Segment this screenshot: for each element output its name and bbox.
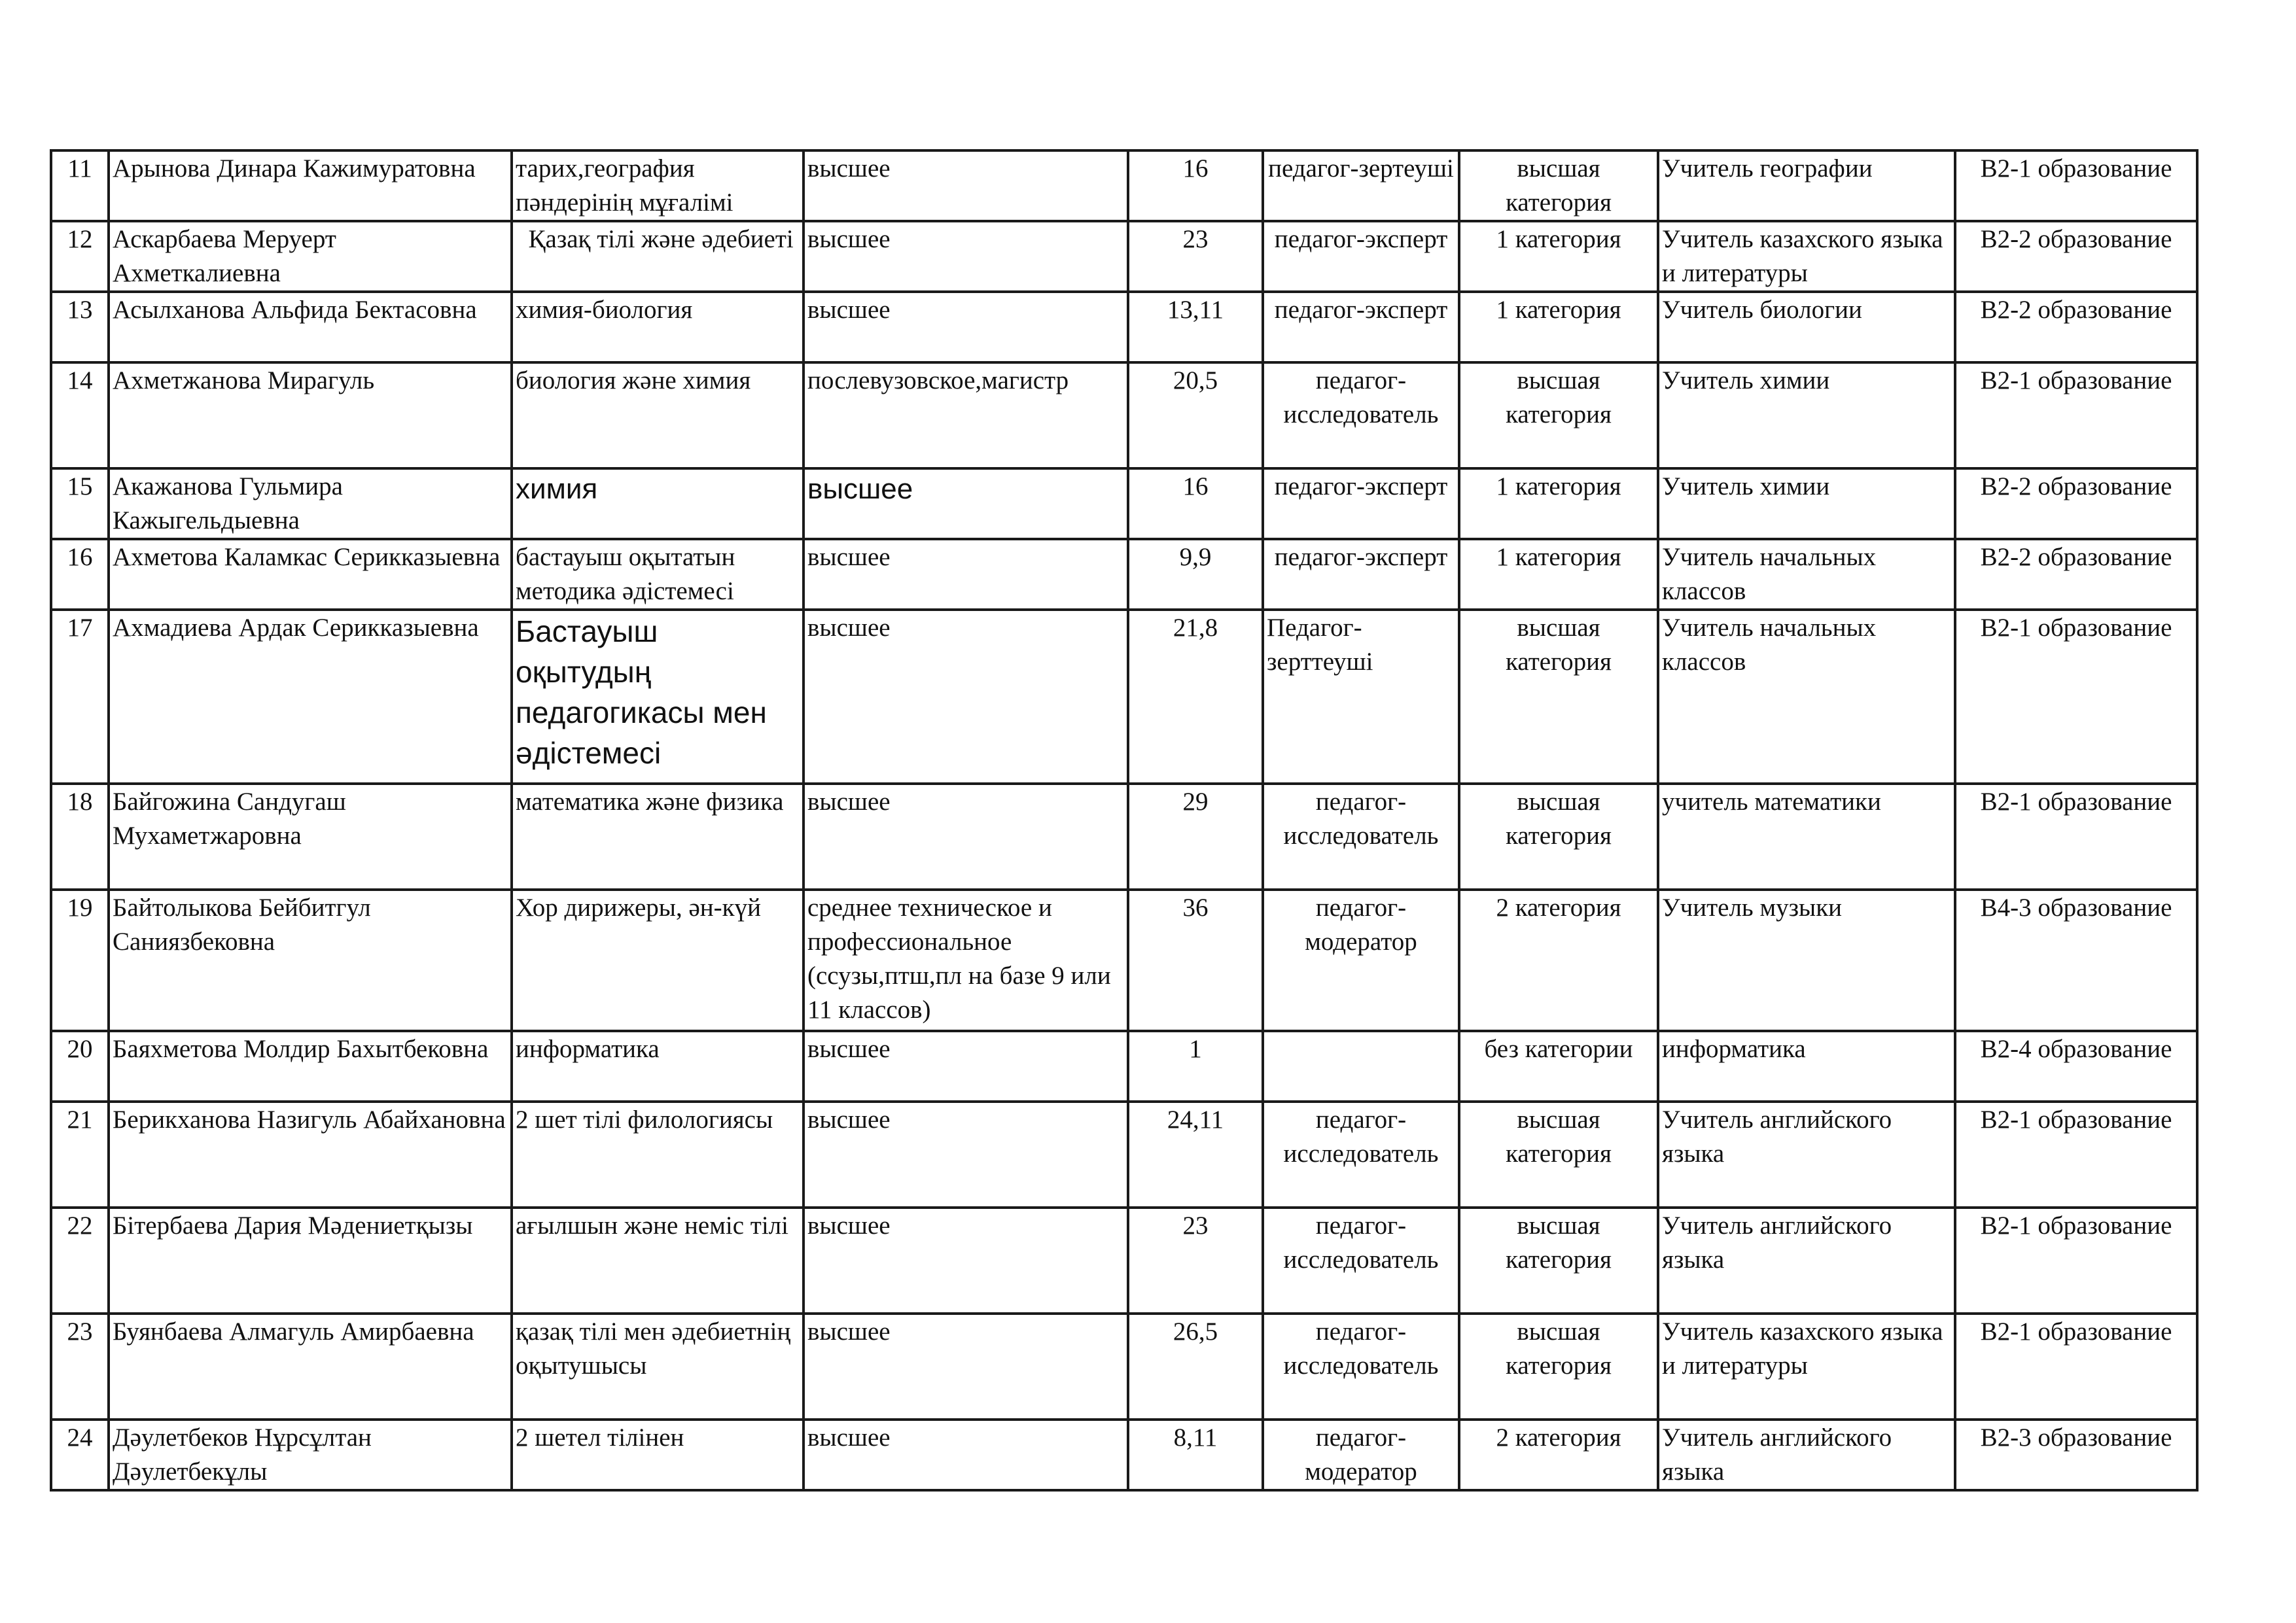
level: В2-1 образование <box>1955 784 2197 890</box>
education: высшее <box>804 221 1128 292</box>
education: высшее <box>804 1102 1128 1208</box>
experience: 16 <box>1128 150 1263 221</box>
position: Учитель английского языка <box>1658 1208 1955 1314</box>
table-row <box>51 1208 2197 1314</box>
teacher-name: Ахметова Каламкас Серикказыевна <box>109 539 512 610</box>
specialty: химия <box>512 468 804 539</box>
position: Учитель казахского языка и литературы <box>1658 1314 1955 1420</box>
category: 2 категория <box>1459 1420 1658 1490</box>
level: В2-1 образование <box>1955 1102 2197 1208</box>
table-row <box>51 539 2197 610</box>
row-number: 18 <box>51 784 109 890</box>
position: Учитель начальных классов <box>1658 539 1955 610</box>
education: высшее <box>804 610 1128 784</box>
position: информатика <box>1658 1031 1955 1102</box>
teacher-name: Акажанова Гульмира Кажыгельдыевна <box>109 468 512 539</box>
table-row <box>51 468 2197 539</box>
education: среднее техническое и профессиональное (ссузы,птш,пл на базе 9 или 11 классов) <box>804 890 1128 1031</box>
qualification: педагог-исследователь <box>1263 784 1459 890</box>
education: высшее <box>804 150 1128 221</box>
specialty: математика және физика <box>512 784 804 890</box>
category: без категории <box>1459 1031 1658 1102</box>
education: высшее <box>804 468 1128 539</box>
education: высшее <box>804 784 1128 890</box>
level: В2-1 образование <box>1955 1314 2197 1420</box>
qualification: педагог-исследователь <box>1263 1314 1459 1420</box>
specialty: Хор дирижеры, ән-күй <box>512 890 804 1031</box>
category: 1 категория <box>1459 539 1658 610</box>
experience: 24,11 <box>1128 1102 1263 1208</box>
specialty: тарих,география пәндерінің мұғалімі <box>512 150 804 221</box>
teacher-name: Аскарбаева Меруерт Ахметкалиевна <box>109 221 512 292</box>
position: Учитель химии <box>1658 362 1955 468</box>
category: 1 категория <box>1459 292 1658 362</box>
row-number: 16 <box>51 539 109 610</box>
education: высшее <box>804 292 1128 362</box>
teacher-name: Буянбаева Алмагуль Амирбаевна <box>109 1314 512 1420</box>
specialty: биология және химия <box>512 362 804 468</box>
qualification: педагог-эксперт <box>1263 292 1459 362</box>
table-row <box>51 784 2197 890</box>
staff-table <box>50 149 2199 1492</box>
row-number: 22 <box>51 1208 109 1314</box>
qualification: педагог-исследователь <box>1263 1208 1459 1314</box>
row-number: 14 <box>51 362 109 468</box>
level: В2-1 образование <box>1955 1208 2197 1314</box>
specialty: информатика <box>512 1031 804 1102</box>
row-number: 19 <box>51 890 109 1031</box>
qualification: Педагог-зерттеуші <box>1263 610 1459 784</box>
experience: 20,5 <box>1128 362 1263 468</box>
specialty: 2 шет тілі филологиясы <box>512 1102 804 1208</box>
experience: 9,9 <box>1128 539 1263 610</box>
row-number: 23 <box>51 1314 109 1420</box>
row-number: 15 <box>51 468 109 539</box>
qualification: педагог-исследователь <box>1263 1102 1459 1208</box>
category: высшая категория <box>1459 1102 1658 1208</box>
table-row <box>51 1102 2197 1208</box>
row-number: 20 <box>51 1031 109 1102</box>
level: В2-2 образование <box>1955 221 2197 292</box>
qualification: педагог-эксперт <box>1263 221 1459 292</box>
position: Учитель географии <box>1658 150 1955 221</box>
experience: 23 <box>1128 1208 1263 1314</box>
specialty: қазақ тілі мен әдебиетнің оқытушысы <box>512 1314 804 1420</box>
specialty: Қазақ тілі және әдебиеті <box>512 221 804 292</box>
teacher-name: Ахметжанова Мирагуль <box>109 362 512 468</box>
specialty: 2 шетел тілінен <box>512 1420 804 1490</box>
experience: 29 <box>1128 784 1263 890</box>
qualification: педагог-эксперт <box>1263 468 1459 539</box>
category: 1 категория <box>1459 221 1658 292</box>
education: высшее <box>804 1208 1128 1314</box>
table-row <box>51 1314 2197 1420</box>
row-number: 21 <box>51 1102 109 1208</box>
experience: 26,5 <box>1128 1314 1263 1420</box>
experience: 13,11 <box>1128 292 1263 362</box>
experience: 8,11 <box>1128 1420 1263 1490</box>
position: Учитель английского языка <box>1658 1102 1955 1208</box>
row-number: 11 <box>51 150 109 221</box>
position: Учитель биологии <box>1658 292 1955 362</box>
qualification: педагог-модератор <box>1263 1420 1459 1490</box>
category: высшая категория <box>1459 1314 1658 1420</box>
position: Учитель химии <box>1658 468 1955 539</box>
qualification: педагог-модератор <box>1263 890 1459 1031</box>
position: учитель математики <box>1658 784 1955 890</box>
qualification: педагог-эксперт <box>1263 539 1459 610</box>
category: высшая категория <box>1459 150 1658 221</box>
teacher-name: Дәулетбеков Нұрсұлтан Дәулетбекұлы <box>109 1420 512 1490</box>
teacher-name: Баяхметова Молдир Бахытбековна <box>109 1031 512 1102</box>
education: высшее <box>804 1420 1128 1490</box>
row-number: 24 <box>51 1420 109 1490</box>
experience: 36 <box>1128 890 1263 1031</box>
education: высшее <box>804 1031 1128 1102</box>
education: высшее <box>804 1314 1128 1420</box>
qualification <box>1263 1031 1459 1102</box>
table-row <box>51 362 2197 468</box>
specialty: ағылшын және неміс тілі <box>512 1208 804 1314</box>
specialty: Бастауыш оқытудың педагогикасы мен әдістемесі <box>512 610 804 784</box>
category: высшая категория <box>1459 362 1658 468</box>
category: 2 категория <box>1459 890 1658 1031</box>
level: В2-2 образование <box>1955 292 2197 362</box>
level: В2-2 образование <box>1955 468 2197 539</box>
qualification: педагог-исследователь <box>1263 362 1459 468</box>
experience: 1 <box>1128 1031 1263 1102</box>
teacher-name: Байгожина Сандугаш Мухаметжаровна <box>109 784 512 890</box>
experience: 21,8 <box>1128 610 1263 784</box>
position: Учитель начальных классов <box>1658 610 1955 784</box>
education: высшее <box>804 539 1128 610</box>
teacher-name: Асылханова Альфида Бектасовна <box>109 292 512 362</box>
position: Учитель казахского языка и литературы <box>1658 221 1955 292</box>
table-row <box>51 292 2197 362</box>
table-row <box>51 221 2197 292</box>
level: В2-2 образование <box>1955 539 2197 610</box>
teacher-name: Ахмадиева Ардак Серикказыевна <box>109 610 512 784</box>
specialty: химия-биология <box>512 292 804 362</box>
experience: 16 <box>1128 468 1263 539</box>
table-row <box>51 890 2197 1031</box>
teacher-name: Арынова Динара Кажимуратовна <box>109 150 512 221</box>
position: Учитель музыки <box>1658 890 1955 1031</box>
row-number: 12 <box>51 221 109 292</box>
level: В2-1 образование <box>1955 610 2197 784</box>
table-row <box>51 150 2197 221</box>
category: высшая категория <box>1459 1208 1658 1314</box>
row-number: 13 <box>51 292 109 362</box>
category: высшая категория <box>1459 610 1658 784</box>
specialty: бастауыш оқытатын методика әдістемесі <box>512 539 804 610</box>
level: В4-3 образование <box>1955 890 2197 1031</box>
experience: 23 <box>1128 221 1263 292</box>
teacher-name: Берикханова Назигуль Абайхановна <box>109 1102 512 1208</box>
teacher-name: Байтолыкова Бейбитгул Саниязбековна <box>109 890 512 1031</box>
category: 1 категория <box>1459 468 1658 539</box>
table-row <box>51 1420 2197 1490</box>
level: В2-4 образование <box>1955 1031 2197 1102</box>
table-row <box>51 610 2197 784</box>
row-number: 17 <box>51 610 109 784</box>
qualification: педагог-зертеуші <box>1263 150 1459 221</box>
position: Учитель английского языка <box>1658 1420 1955 1490</box>
level: В2-1 образование <box>1955 150 2197 221</box>
teacher-name: Бітербаева Дария Мәдениетқызы <box>109 1208 512 1314</box>
level: В2-1 образование <box>1955 362 2197 468</box>
education: послевузовское,магистр <box>804 362 1128 468</box>
category: высшая категория <box>1459 784 1658 890</box>
level: В2-3 образование <box>1955 1420 2197 1490</box>
table-row <box>51 1031 2197 1102</box>
